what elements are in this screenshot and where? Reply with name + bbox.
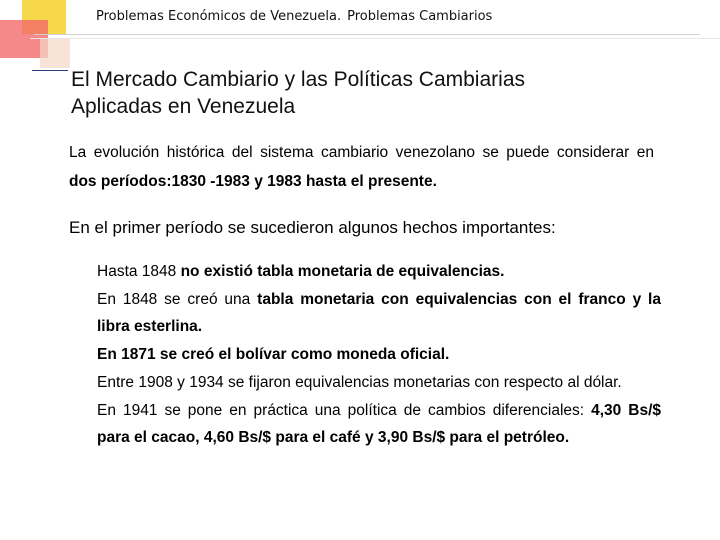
first-period-text-1: En el [69, 218, 108, 237]
list-item [97, 286, 661, 340]
title-line-2: Aplicadas en Venezuela [71, 95, 296, 118]
item-bold-text: 4,30 Bs/$ para el cacao, 4,60 Bs/$ para el café y 3,90 Bs/$ para el petróleo. [97, 402, 662, 446]
item-text: En 1848 se creó una [97, 291, 251, 308]
list-item [97, 397, 661, 451]
slide-header [96, 9, 492, 24]
first-period-bold-2: hechos importantes: [402, 218, 556, 237]
list-item [97, 258, 661, 285]
item-bold-text: no existió tabla monetaria de equivalencias. [180, 263, 505, 280]
first-period-bold-1: primer período [112, 218, 224, 237]
header-divider-secondary [30, 38, 720, 39]
list-item [97, 341, 661, 368]
item-text: Hasta 1848 [97, 263, 177, 280]
header-subject: Problemas Económicos de Venezuela. [96, 9, 342, 24]
first-period-paragraph [69, 215, 654, 241]
slide-title [71, 66, 691, 120]
item-text: En 1941 se pone en práctica una política de cambios diferenciales: [97, 402, 585, 419]
intro-bold-1: dos [69, 173, 97, 190]
title-accent-rule [32, 70, 68, 71]
first-period-text-2: se sucedieron algunos [227, 218, 398, 237]
intro-paragraph [69, 138, 654, 196]
facts-list [97, 258, 661, 451]
header-topic: Problemas Cambiarios [347, 9, 493, 24]
title-line-1: El Mercado Cambiario y las Políticas Cambiarias [71, 68, 525, 91]
list-item [97, 369, 661, 396]
intro-bold-2: períodos:1830 -1983 y 1983 hasta el presente. [100, 173, 437, 190]
intro-text: La evolución histórica del sistema cambiario venezolano se puede considerar en [69, 144, 654, 161]
item-bold-text: tabla monetaria con equivalencias con el franco y la libra esterlina. [97, 291, 661, 335]
item-text: Entre 1908 y 1934 se fijaron equivalencias monetarias con respecto al dólar. [97, 374, 622, 391]
header-divider [34, 34, 700, 35]
decor-pale-square [40, 38, 70, 68]
item-bold-text: En 1871 se creó el bolívar como moneda oficial. [97, 346, 450, 363]
